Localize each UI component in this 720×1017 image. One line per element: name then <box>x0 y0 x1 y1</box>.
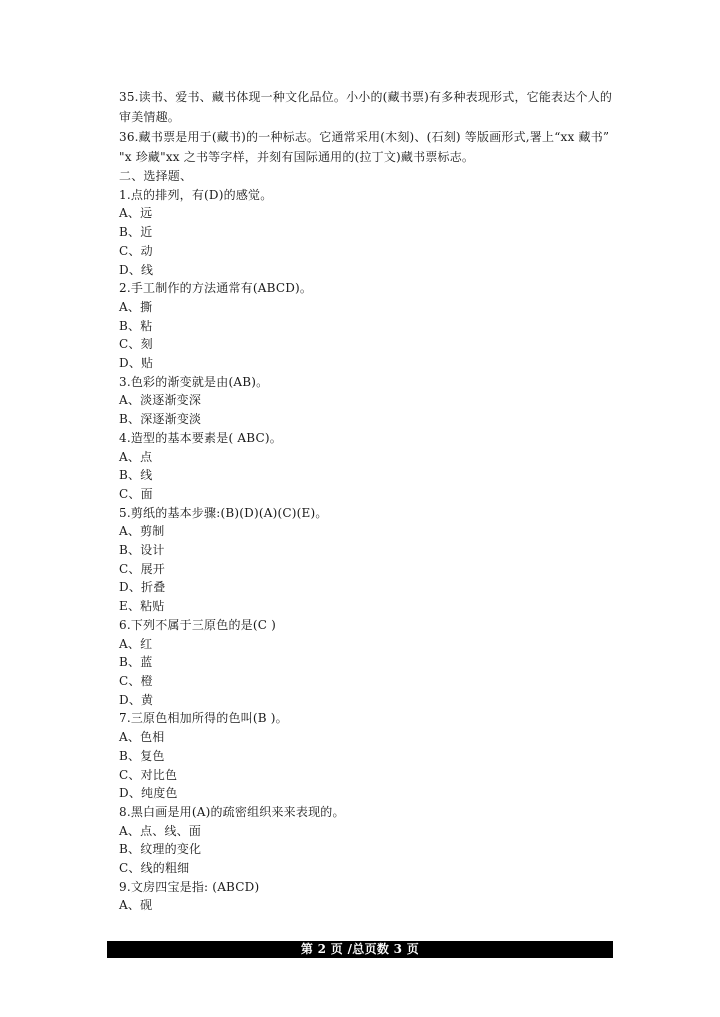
paragraph-36: 36.藏书票是用于(藏书)的一种标志。它通常采用(木刻)、(石刻) 等版画形式,署上“xx 藏书” "x 珍藏"xx 之书等字样，并刻有国际通用的(拉丁文)藏书票标志。 <box>119 130 610 164</box>
paragraph-35: 35.读书、爱书、藏书体现一种文化品位。小小的(藏书票)有多种表现形式，它能表达个人的审美情趣。 <box>119 90 613 124</box>
text-line: 1.点的排列，有(D)的感觉。 <box>119 187 273 202</box>
text-line: B、设计 <box>119 543 165 558</box>
text-line: 6.下列不属于三原色的是(C ) <box>119 617 277 632</box>
text-line: 3.色彩的渐变就是由(AB)。 <box>119 374 269 389</box>
text-line: 8.黑白画是用(A)的疏密组织来来表现的。 <box>119 804 345 819</box>
text-line: A、砚 <box>119 898 153 913</box>
text-line: 二、选择题、 <box>119 169 193 183</box>
text-line: C、线的粗细 <box>119 861 190 876</box>
text-line: C、刻 <box>119 337 153 352</box>
text-line: C、面 <box>119 486 153 501</box>
text-line: D、贴 <box>119 356 154 371</box>
text-line: D、纯度色 <box>119 786 178 801</box>
text-line: A、红 <box>119 636 153 651</box>
text-line: A、点 <box>119 449 153 464</box>
text-line: B、线 <box>119 468 153 483</box>
text-line: C、展开 <box>119 561 165 576</box>
text-line: A、色相 <box>119 730 165 745</box>
page-footer: 第 2 页 /总页数 3 页 <box>107 941 613 958</box>
text-line: B、复色 <box>119 748 165 763</box>
text-line: A、剪制 <box>119 524 165 539</box>
text-line: B、蓝 <box>119 655 153 670</box>
text-line: D、线 <box>119 262 154 277</box>
text-line: A、淡逐渐变深 <box>119 393 202 408</box>
text-line: 4.造型的基本要素是( ABC)。 <box>119 430 282 445</box>
text-line: B、近 <box>119 225 153 240</box>
text-line: 5.剪纸的基本步骤:(B)(D)(A)(C)(E)。 <box>119 505 328 520</box>
text-line: C、橙 <box>119 673 153 688</box>
text-line: D、折叠 <box>119 580 166 595</box>
text-line: A、点、线、面 <box>119 823 202 838</box>
text-line: D、黄 <box>119 692 154 707</box>
text-line: B、深逐渐变淡 <box>119 412 202 427</box>
text-line: C、对比色 <box>119 767 178 782</box>
text-line: E、粘贴 <box>119 599 165 614</box>
text-line: A、撕 <box>119 299 153 314</box>
text-line: 7.三原色相加所得的色叫(B )。 <box>119 711 288 726</box>
text-line: 2.手工制作的方法通常有(ABCD)。 <box>119 281 313 296</box>
text-line: 9.文房四宝是指: (ABCD) <box>119 879 260 894</box>
text-line: B、纹理的变化 <box>119 842 202 857</box>
text-line: B、粘 <box>119 318 153 333</box>
question-list <box>119 167 619 915</box>
text-line: C、动 <box>119 243 153 258</box>
text-line: A、远 <box>119 206 153 221</box>
document-body <box>119 87 619 915</box>
